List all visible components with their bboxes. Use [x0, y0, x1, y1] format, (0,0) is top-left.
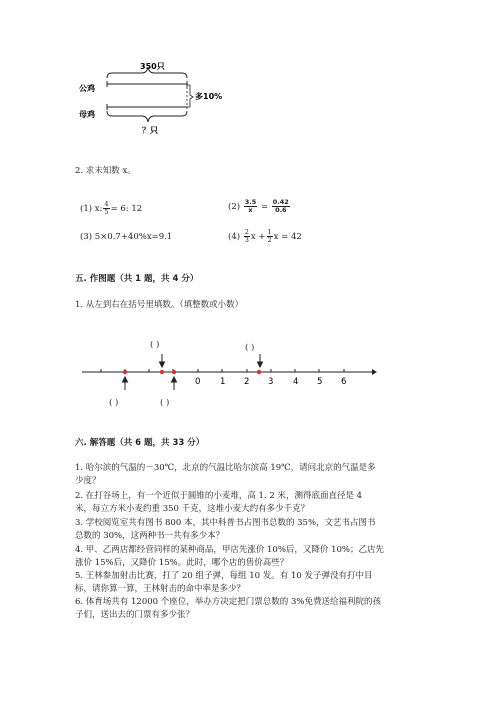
answer-paren-bottom-1: ( ) — [109, 398, 119, 408]
number-line — [75, 350, 385, 395]
tick-label-4: 4 — [293, 377, 299, 387]
q2-problem-3: (3) 5×0.7+40%x=9.1 — [80, 232, 173, 242]
section6-line-3: 2. 在打谷场上，有一个近似于圆锥的小麦堆，高 1. 2 米，测得底面直径是 4 — [75, 491, 363, 501]
section5-question-1: 1. 从左到右在括号里填数。（填整数或小数） — [75, 300, 244, 310]
tick-label-6: 6 — [341, 377, 347, 387]
point-marker-2 — [160, 370, 164, 374]
answer-paren-top-1: ( ) — [150, 340, 160, 350]
section6-line-7: 4. 甲、乙两店都经营同样的某种商品，甲店先涨价 10%后，又降价 10%；乙店先 — [75, 545, 385, 555]
bottom-brace — [107, 111, 187, 122]
extra-label: 多10% — [195, 92, 223, 101]
bottom-label: ？只 — [142, 126, 158, 135]
tick-label-0: 0 — [195, 377, 201, 387]
point-marker-3 — [172, 370, 176, 374]
axis-arrowhead — [372, 369, 377, 375]
answer-paren-bottom-2: ( ) — [160, 398, 170, 408]
point-marker-1 — [123, 370, 127, 374]
top-label: 350只 — [140, 62, 165, 71]
extra-brace — [187, 85, 193, 107]
section6-line-8: 涨价 15%后，又降价 15%。此时，哪个店的售价高些？ — [75, 558, 289, 568]
tick-label-5: 5 — [317, 377, 323, 387]
answer-paren-top-2: ( ) — [245, 343, 255, 353]
section6-line-10: 标，请你算一算，王林射击的命中率是多少？ — [75, 584, 246, 594]
tick-label-2: 2 — [244, 377, 250, 387]
q2-problem-2: (2) $\frac{3.5}{x}$ = $\frac{0.42}{0.6}$ — [228, 198, 289, 214]
q2-problem-1: (1) x: $\frac{4}{5}$ = 6: 12 — [80, 200, 143, 216]
section5-title: 五. 作图题（共 1 题，共 4 分） — [75, 274, 199, 284]
section6-line-2: 少度？ — [75, 476, 101, 486]
q2-problem-4: (4) $\frac{2}{3}$ x + $\frac{1}{2}$ x = 42 — [228, 228, 302, 244]
chicken-bar-diagram — [70, 55, 240, 145]
section6-line-4: 米，每立方米小麦约重 350 千克，这堆小麦大约有多少千克？ — [75, 504, 310, 514]
section6-line-1: 1. 哈尔滨的气温的－30℃，北京的气温比哈尔滨高 19℃，请问北京的气温是多 — [75, 463, 376, 473]
point-marker-4 — [257, 370, 261, 374]
section6-line-5: 3. 学校阅览室共有图书 800 本，其中科普书占图书总数的 35%，文艺书占图书 — [75, 518, 376, 528]
tick-label-1: 1 — [220, 377, 226, 387]
section6-line-9: 5. 王林参加射击比赛，打了 20 组子弹，每组 10 发。有 10 发子弹没有打中目 — [75, 571, 373, 581]
section6-title: 六. 解答题（共 6 题，共 33 分） — [75, 438, 205, 448]
row2-label: 母鸡 — [79, 110, 95, 119]
section6-line-6: 总数的 30%，这两种书一共有多少本？ — [75, 531, 225, 541]
row1-label: 公鸡 — [79, 84, 95, 93]
section6-line-11: 6. 体育场共有 12000 个座位，举办方决定把门票总数的 3%免费送给福利院的孩 — [75, 597, 381, 607]
q2-heading: 2. 求未知数 x。 — [75, 166, 136, 176]
section6-line-12: 子们，送出去的门票有多少张？ — [75, 610, 195, 620]
tick-label-3: 3 — [268, 377, 274, 387]
